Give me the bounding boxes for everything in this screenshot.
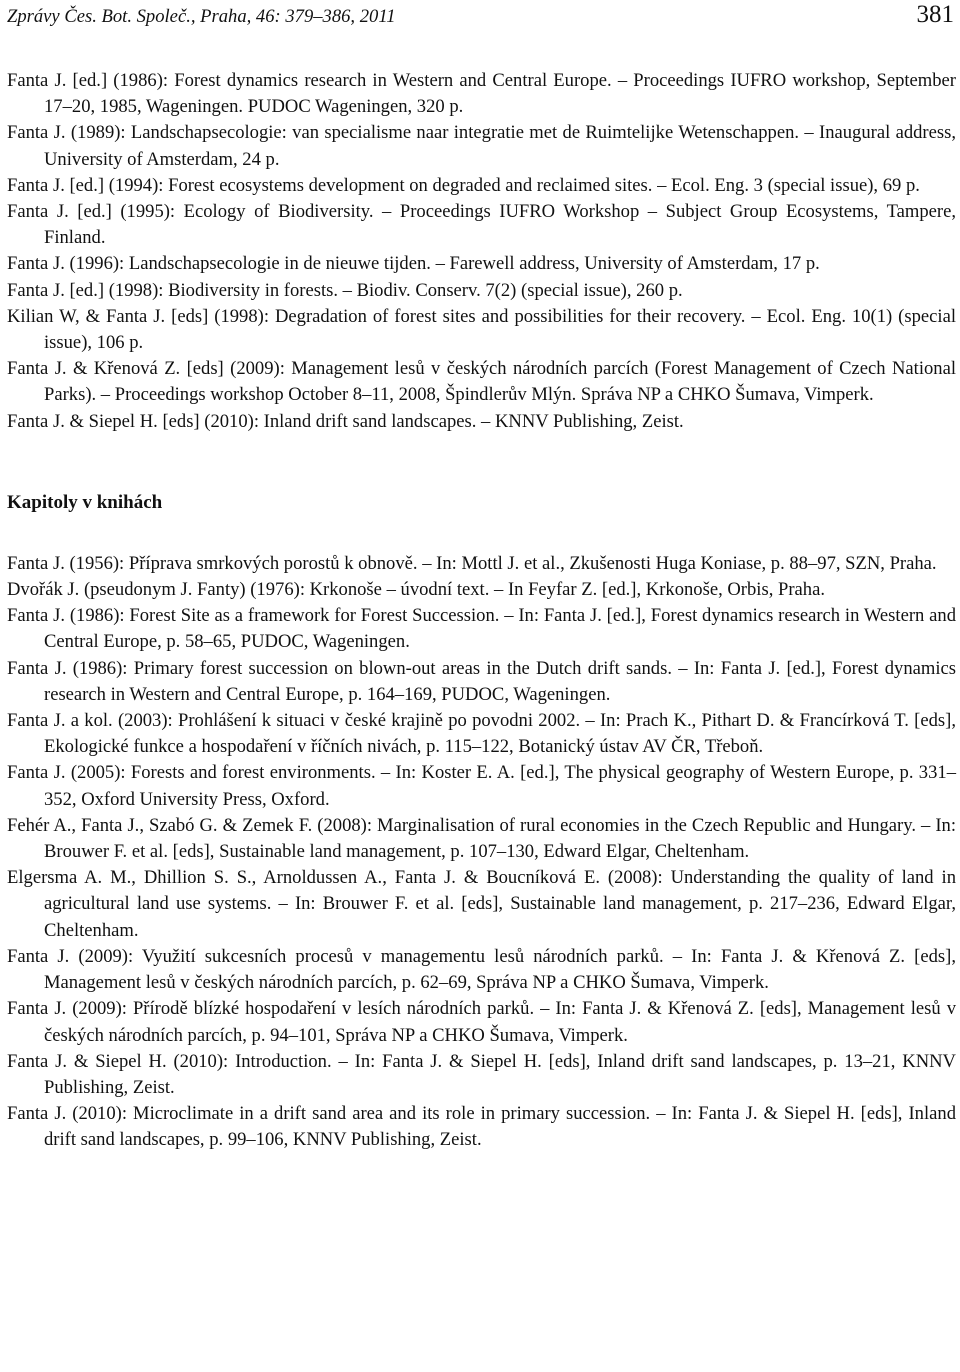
chapter-item: Fanta J. (2009): Využití sukcesních procesů v managementu lesů národních parků. – In: Fanta J. & Křenová Z. [eds], Management lesů v českých národních parcích, p. 62–69, Správa NP a CHKO Šumava, Vimperk. [7,945,956,994]
chapter-list [7,551,956,1154]
chapter-item: Fanta J. (1986): Primary forest succession on blown-out areas in the Dutch drift sands. – In: Fanta J. [ed.], Forest dynamics research in Western and Central Europe, p. 164–169, PUDOC, Wageningen. [7,657,956,705]
reference-item: Fanta J. & Křenová Z. [eds] (2009): Management lesů v českých národních parcích (Forest Management of Czech National Parks). – Proceedings workshop October 8–11, 2008, Špindlerův Mlýn. Správa NP a CHKO Šumava, Vimperk. [7,358,956,406]
chapter-item: Dvořák J. (pseudonym J. Fanty) (1976): Krkonoše – úvodní text. – In Feyfar Z. [ed.], Krkonoše, Orbis, Praha. [7,579,825,601]
chapter-item: Fanta J. (2010): Microclimate in a drift sand area and its role in primary succession. – In: Fanta J. & Siepel H. [eds], Inland drift sand landscapes, p. 99–106, KNNV Publishing, Zeist. [7,1103,956,1151]
chapter-item: Fanta J. (2009): Přírodě blízké hospodaření v lesích národních parků. – In: Fanta J. & Křenová Z. [eds], Management lesů v českých národních parcích, p. 94–101, Správa NP a CHKO Šumava, Vimperk. [7,998,956,1046]
page-header [7,0,956,32]
reference-item: Fanta J. & Siepel H. [eds] (2010): Inland drift sand landscapes. – KNNV Publishing, Zeist. [7,410,684,432]
reference-item: Fanta J. (1989): Landschapsecologie: van specialisme naar integratie met de Ruimtelijke Wetenschappen. – Inaugural address, University of Amsterdam, 24 p. [7,122,956,170]
chapter-item: Fanta J. & Siepel H. (2010): Introduction. – In: Fanta J. & Siepel H. [eds], Inland drift sand landscapes, p. 13–21, KNNV Publishing, Zeist. [7,1050,956,1098]
chapter-item: Elgersma A. M., Dhillion S. S., Arnoldussen A., Fanta J. & Boucníková E. (2008): Understanding the quality of land in agricultural land use systems. – In: Brouwer F. et al. [eds], Sustainable land management, p. 217–236, Edward Elgar, Cheltenham. [7,867,956,941]
reference-item: Kilian W, & Fanta J. [eds] (1998): Degradation of forest sites and possibilities for their recovery. – Ecol. Eng. 10(1) (special issue), 106 p. [7,305,956,354]
chapter-item: Fehér A., Fanta J., Szabó G. & Zemek F. (2008): Marginalisation of rural economies in the Czech Republic and Hungary. – In: Brouwer F. et al. [eds], Sustainable land management, p. 107–130, Edward Elgar, Cheltenham. [7,814,956,863]
reference-item: Fanta J. [ed.] (1986): Forest dynamics research in Western and Central Europe. – Proceedings IUFRO workshop, September 17–20, 1985, Wageningen. PUDOC Wageningen, 320 p. [7,70,956,118]
section-heading: Kapitoly v knihách [7,491,163,513]
chapter-item: Fanta J. a kol. (2003): Prohlášení k situaci v české krajině po povodni 2002. – In: Prach K., Pithart D. & Francírková T. [eds], Ekologické funkce a hospodaření v říčních nivách, p. 115–122, Botanický ústav AV ČR, Třeboň. [7,710,956,758]
reference-item: Fanta J. (1996): Landschapsecologie in de nieuwe tijden. – Farewell address, University of Amsterdam, 17 p. [7,253,820,275]
reference-list [7,68,956,435]
reference-item: Fanta J. [ed.] (1994): Forest ecosystems development on degraded and reclaimed sites. – Ecol. Eng. 3 (special issue), 69 p. [7,174,920,196]
chapter-item: Fanta J. (2005): Forests and forest environments. – In: Koster E. A. [ed.], The physical geography of Western Europe, p. 331–352, Oxford University Press, Oxford. [7,762,956,810]
page-number: 381 [916,1,954,28]
chapter-item: Fanta J. (1956): Příprava smrkových porostů k obnově. – In: Mottl J. et al., Zkušenosti Huga Koniase, p. 88–97, SZN, Praha. [7,552,937,574]
chapter-item: Fanta J. (1986): Forest Site as a framework for Forest Succession. – In: Fanta J. [ed.], Forest dynamics research in Western and Central Europe, p. 58–65, PUDOC, Wageningen. [7,605,956,653]
running-head: Zprávy Čes. Bot. Společ., Praha, 46: 379–386, 2011 [7,6,396,27]
reference-item: Fanta J. [ed.] (1998): Biodiversity in forests. – Biodiv. Conserv. 7(2) (special issue), 260 p. [7,279,683,301]
reference-item: Fanta J. [ed.] (1995): Ecology of Biodiversity. – Proceedings IUFRO Workshop – Subject Group Ecosystems, Tampere, Finland. [7,201,956,249]
